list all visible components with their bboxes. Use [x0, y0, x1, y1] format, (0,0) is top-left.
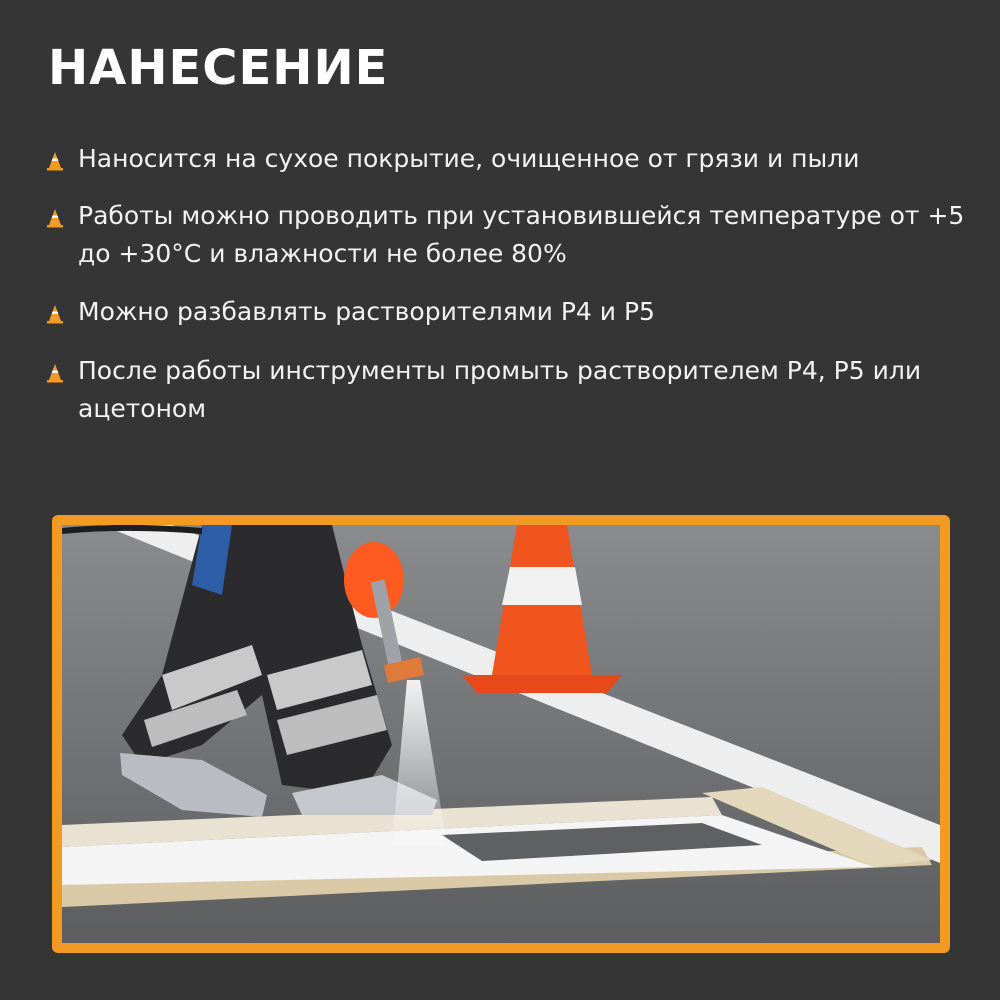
traffic-cone-icon: [44, 303, 66, 325]
traffic-cone-icon: [44, 150, 66, 172]
list-item-text: Наносится на сухое покрытие, очищенное от грязи и пыли: [78, 144, 860, 173]
page-title: НАНЕСЕНИЕ: [48, 40, 389, 96]
hose: [62, 528, 202, 531]
road-marking-illustration: [62, 525, 940, 943]
road-marking-photo: [62, 525, 940, 943]
list-item-text: После работы инструменты промыть растворителем Р4, Р5 или ацетоном: [78, 356, 922, 423]
traffic-cone-icon: [44, 362, 66, 384]
list-item: [44, 293, 655, 331]
list-item: [44, 352, 974, 428]
traffic-cone-icon: [44, 207, 66, 229]
list-item-text: Работы можно проводить при установившейся температуре от +5 до +30°C и влажности не более 80%: [78, 201, 965, 268]
list-item-text: Можно разбавлять растворителями Р4 и Р5: [78, 297, 655, 326]
list-item: [44, 197, 974, 273]
photo-frame: [52, 515, 950, 953]
list-item: [44, 140, 859, 178]
